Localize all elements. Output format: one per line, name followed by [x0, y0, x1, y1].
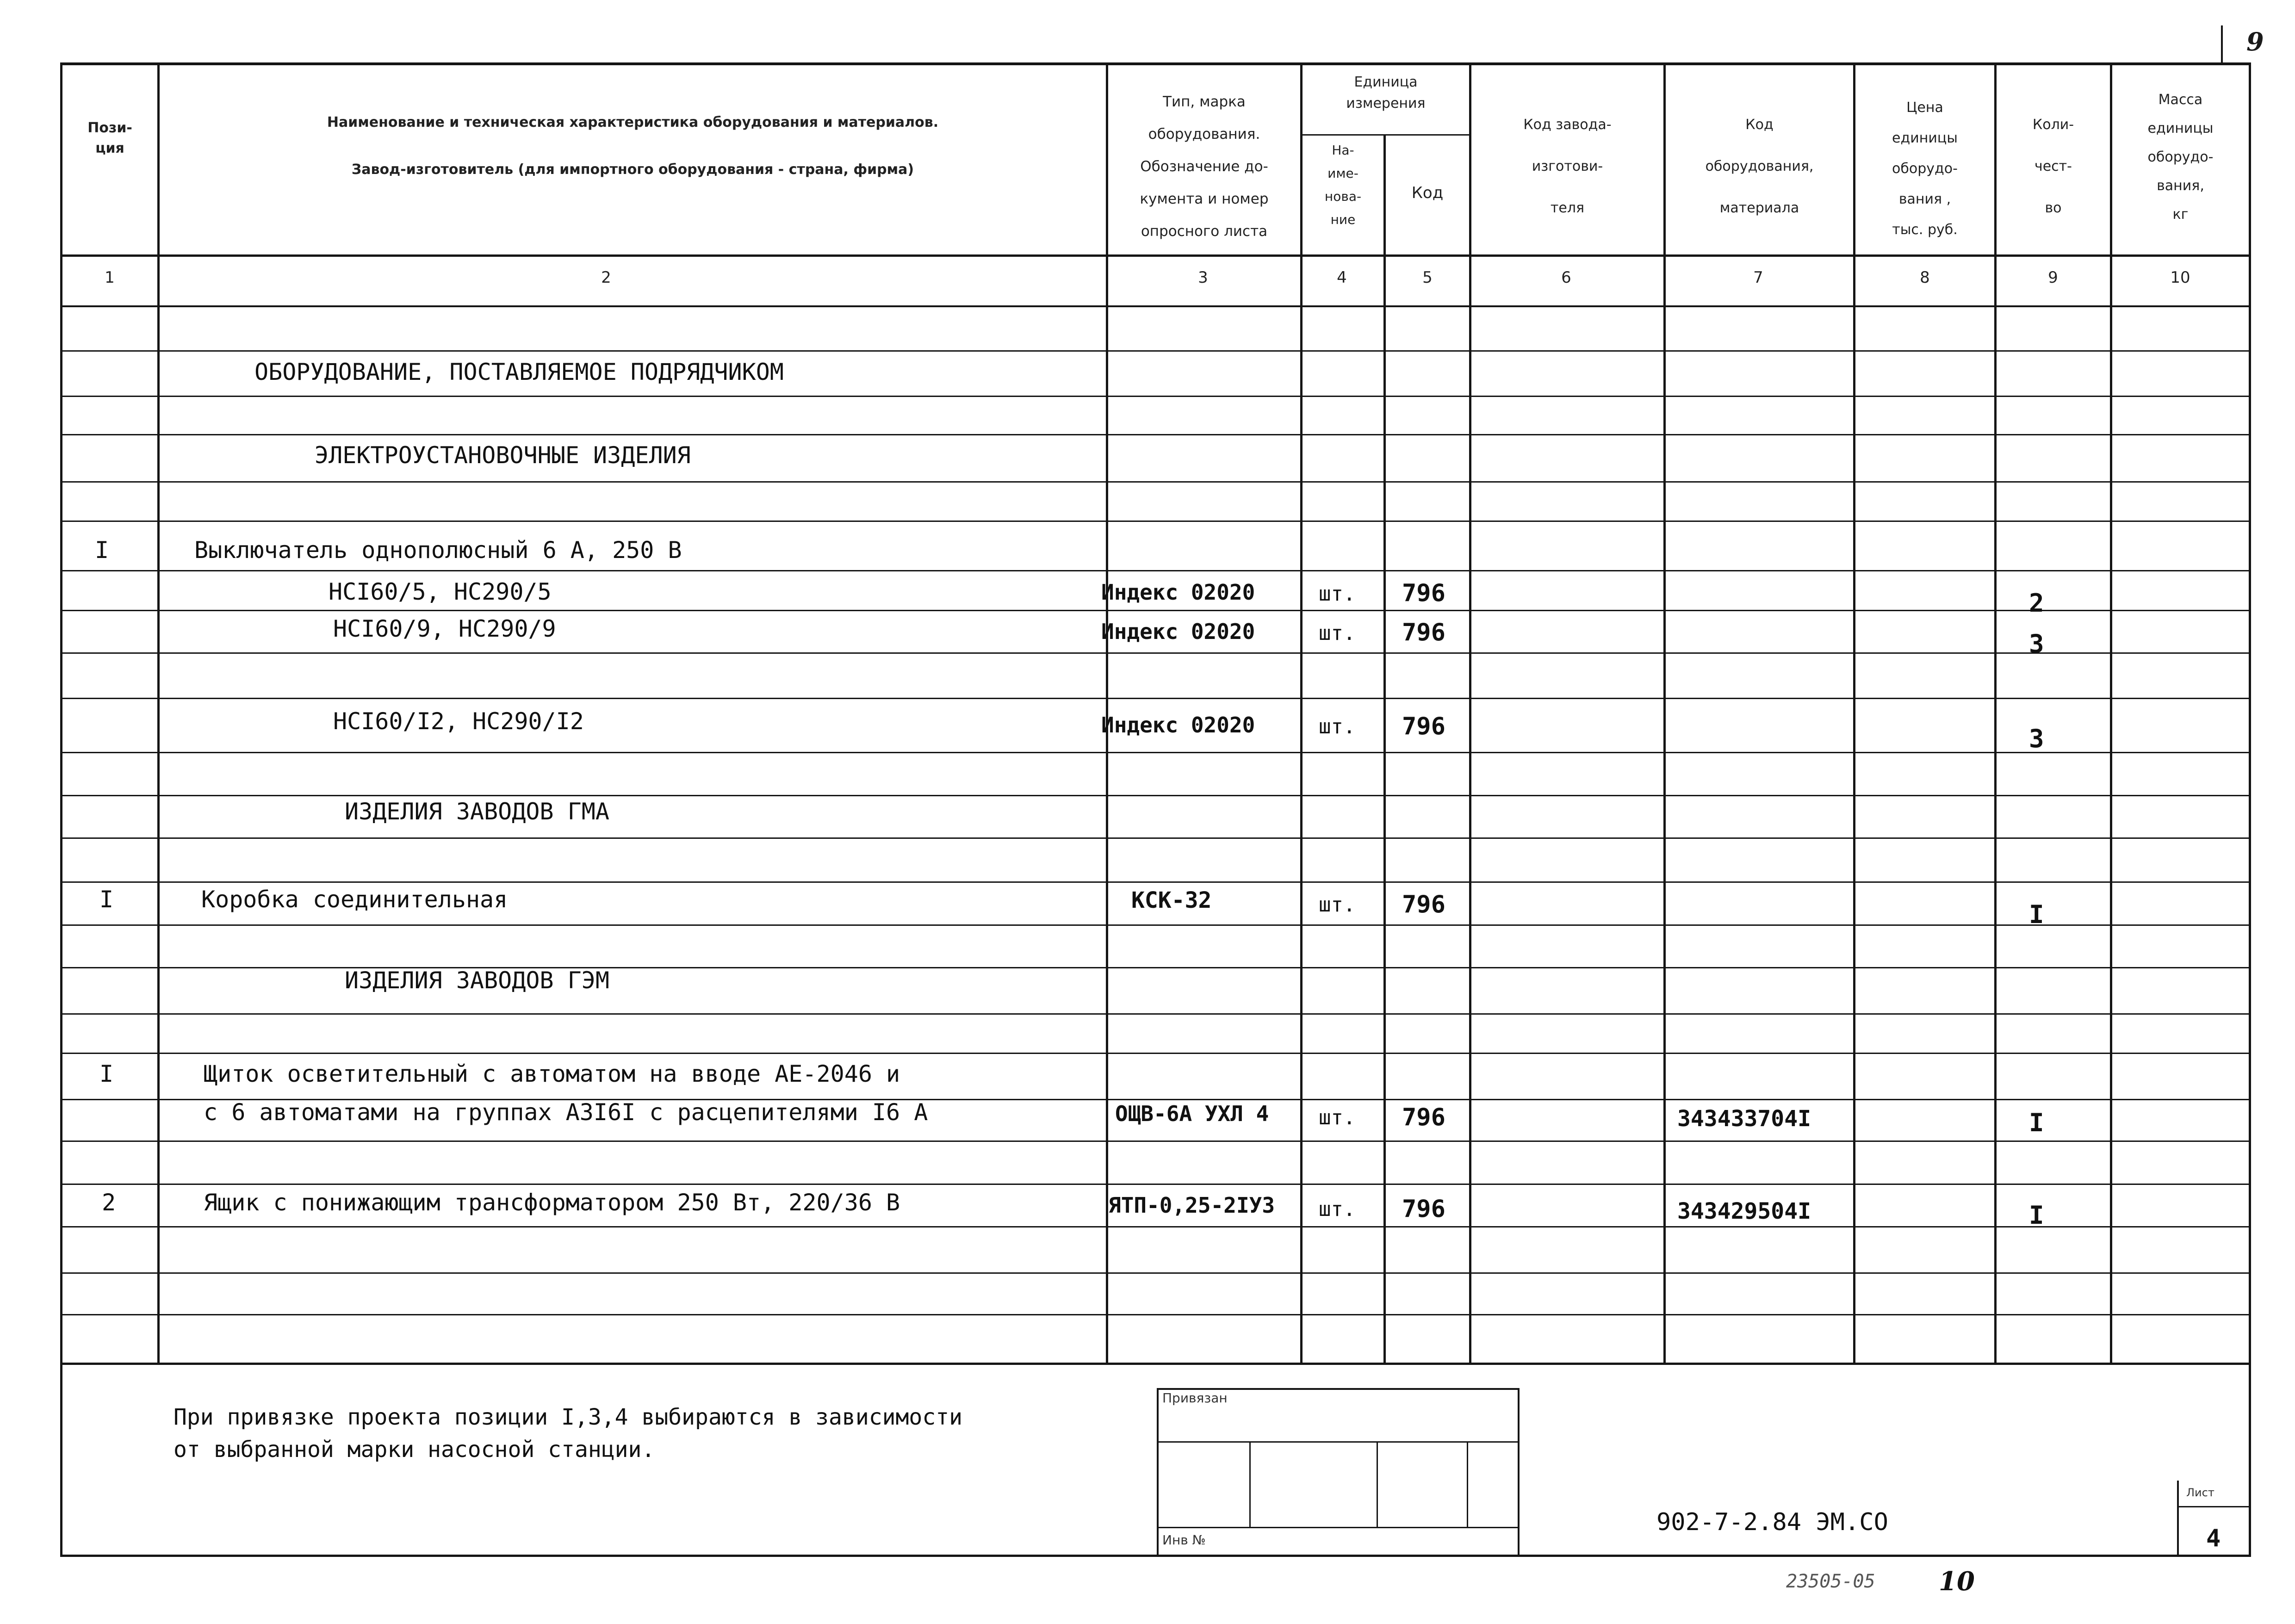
header-material-code: Код оборудования, материала — [1705, 117, 1814, 216]
column-number: 4 — [1337, 268, 1347, 287]
header-quantity: Коли- чест- во — [2032, 117, 2074, 216]
row-unit-code: 796 — [1402, 619, 1445, 646]
header-position: Пози- ция — [87, 120, 132, 156]
column-number: 9 — [2048, 268, 2058, 287]
row-material-code: 343433704I — [1677, 1106, 1811, 1132]
row-type: КСК-32 — [1131, 887, 1212, 913]
column-number: 6 — [1561, 268, 1571, 287]
section-title-contractor: ОБОРУДОВАНИЕ, ПОСТАВЛЯЕМОЕ ПОДРЯДЧИКОМ — [254, 359, 784, 385]
column-number: 2 — [601, 268, 611, 287]
stamp-sheet-number: 4 — [2206, 1525, 2221, 1552]
row-unit: шт. — [1319, 1197, 1356, 1221]
stamp-sheet-label: Лист — [2186, 1486, 2214, 1499]
column-number: 1 — [105, 268, 115, 287]
row-position: I — [99, 886, 114, 913]
section-title-gma: ИЗДЕЛИЯ ЗАВОДОВ ГМА — [345, 798, 609, 825]
header-mass: Масса единицы оборудо- вания, кг — [2147, 92, 2214, 223]
row-unit-code: 796 — [1402, 713, 1445, 740]
stamp-attached-label: Привязан — [1162, 1390, 1228, 1406]
header-price: Цена единицы оборудо- вания , тыс. руб. — [1892, 99, 1958, 238]
row-name-line2: с 6 автоматами на группах АЗI6I с расцепителями I6 А — [204, 1099, 928, 1126]
row-name: Коробка соединительная — [201, 886, 508, 913]
header-name-line1: Наименование и техническая характеристика оборудования и материалов. — [327, 114, 939, 130]
row-unit-code: 796 — [1402, 891, 1445, 918]
header-unit: Единица измерения — [1346, 74, 1426, 112]
row-position: 2 — [102, 1189, 116, 1216]
row-name: НСI60/5, НС290/5 — [329, 578, 552, 605]
row-name: Ящик с понижающим трансформатором 250 Вт, 220/36 В — [204, 1189, 900, 1216]
row-position: I — [99, 1060, 114, 1087]
row-name: НСI60/9, НС290/9 — [333, 615, 556, 642]
section-title-gem: ИЗДЕЛИЯ ЗАВОДОВ ГЭМ — [345, 967, 609, 994]
row-name: Выключатель однополюсный 6 А, 250 В — [194, 537, 682, 564]
row-type: Индекс 02020 — [1101, 713, 1255, 738]
column-number: 8 — [1920, 268, 1930, 287]
row-position: I — [95, 537, 109, 564]
row-unit: шт. — [1319, 715, 1356, 738]
header-unit-code: Код — [1411, 184, 1444, 202]
row-name: НСI60/I2, НС290/I2 — [333, 708, 584, 735]
column-number: 5 — [1422, 268, 1433, 287]
note-line1: При привязке проекта позиции I,3,4 выбираются в зависимости — [174, 1404, 963, 1430]
header-factory-code: Код завода- изготови- теля — [1523, 117, 1612, 216]
row-quantity: 2 — [2029, 589, 2044, 618]
row-type: ЯТП-0,25-2IУ3 — [1108, 1193, 1275, 1218]
header-type: Тип, марка оборудования. Обозначение до- кумента и номер опросного листа — [1140, 93, 1269, 240]
row-name-line1: Щиток осветительный с автоматом на вводе АЕ-2046 и — [204, 1060, 900, 1087]
row-quantity: 3 — [2029, 724, 2044, 753]
header-unit-name: На- име- нова- ние — [1324, 143, 1362, 227]
section-title-electrical: ЭЛЕКТРОУСТАНОВОЧНЫЕ ИЗДЕЛИЯ — [315, 442, 691, 469]
row-unit-code: 796 — [1402, 1195, 1445, 1223]
row-type: Индекс 02020 — [1101, 580, 1255, 605]
row-quantity: 3 — [2029, 629, 2044, 658]
document-code: 902-7-2.84 ЭМ.СО — [1656, 1508, 1888, 1536]
row-material-code: 343429504I — [1677, 1198, 1811, 1224]
row-quantity: I — [2029, 900, 2044, 929]
row-unit: шт. — [1319, 1106, 1356, 1129]
row-type: ОЩВ-6А УХЛ 4 — [1115, 1101, 1269, 1126]
row-unit: шт. — [1319, 621, 1356, 645]
header-name-line2: Завод-изготовитель (для импортного оборудования - страна, фирма) — [351, 161, 914, 178]
row-unit: шт. — [1319, 582, 1356, 606]
row-type: Индекс 02020 — [1101, 619, 1255, 644]
handwritten-page-number: 10 — [1939, 1566, 1975, 1597]
row-quantity: I — [2029, 1201, 2044, 1230]
note-line2: от выбранной марки насосной станции. — [174, 1437, 655, 1463]
column-number: 3 — [1198, 268, 1208, 287]
handwritten-archive-number: 23505-05 — [1786, 1571, 1875, 1592]
column-number: 7 — [1753, 268, 1763, 287]
row-unit: шт. — [1319, 893, 1356, 917]
column-number: 10 — [2170, 268, 2190, 287]
row-quantity: I — [2029, 1108, 2044, 1137]
row-unit-code: 796 — [1402, 1103, 1445, 1131]
stamp-inventory-label: Инв № — [1162, 1532, 1206, 1548]
top-sheet-number: 9 — [2246, 27, 2264, 56]
row-unit-code: 796 — [1402, 579, 1445, 607]
